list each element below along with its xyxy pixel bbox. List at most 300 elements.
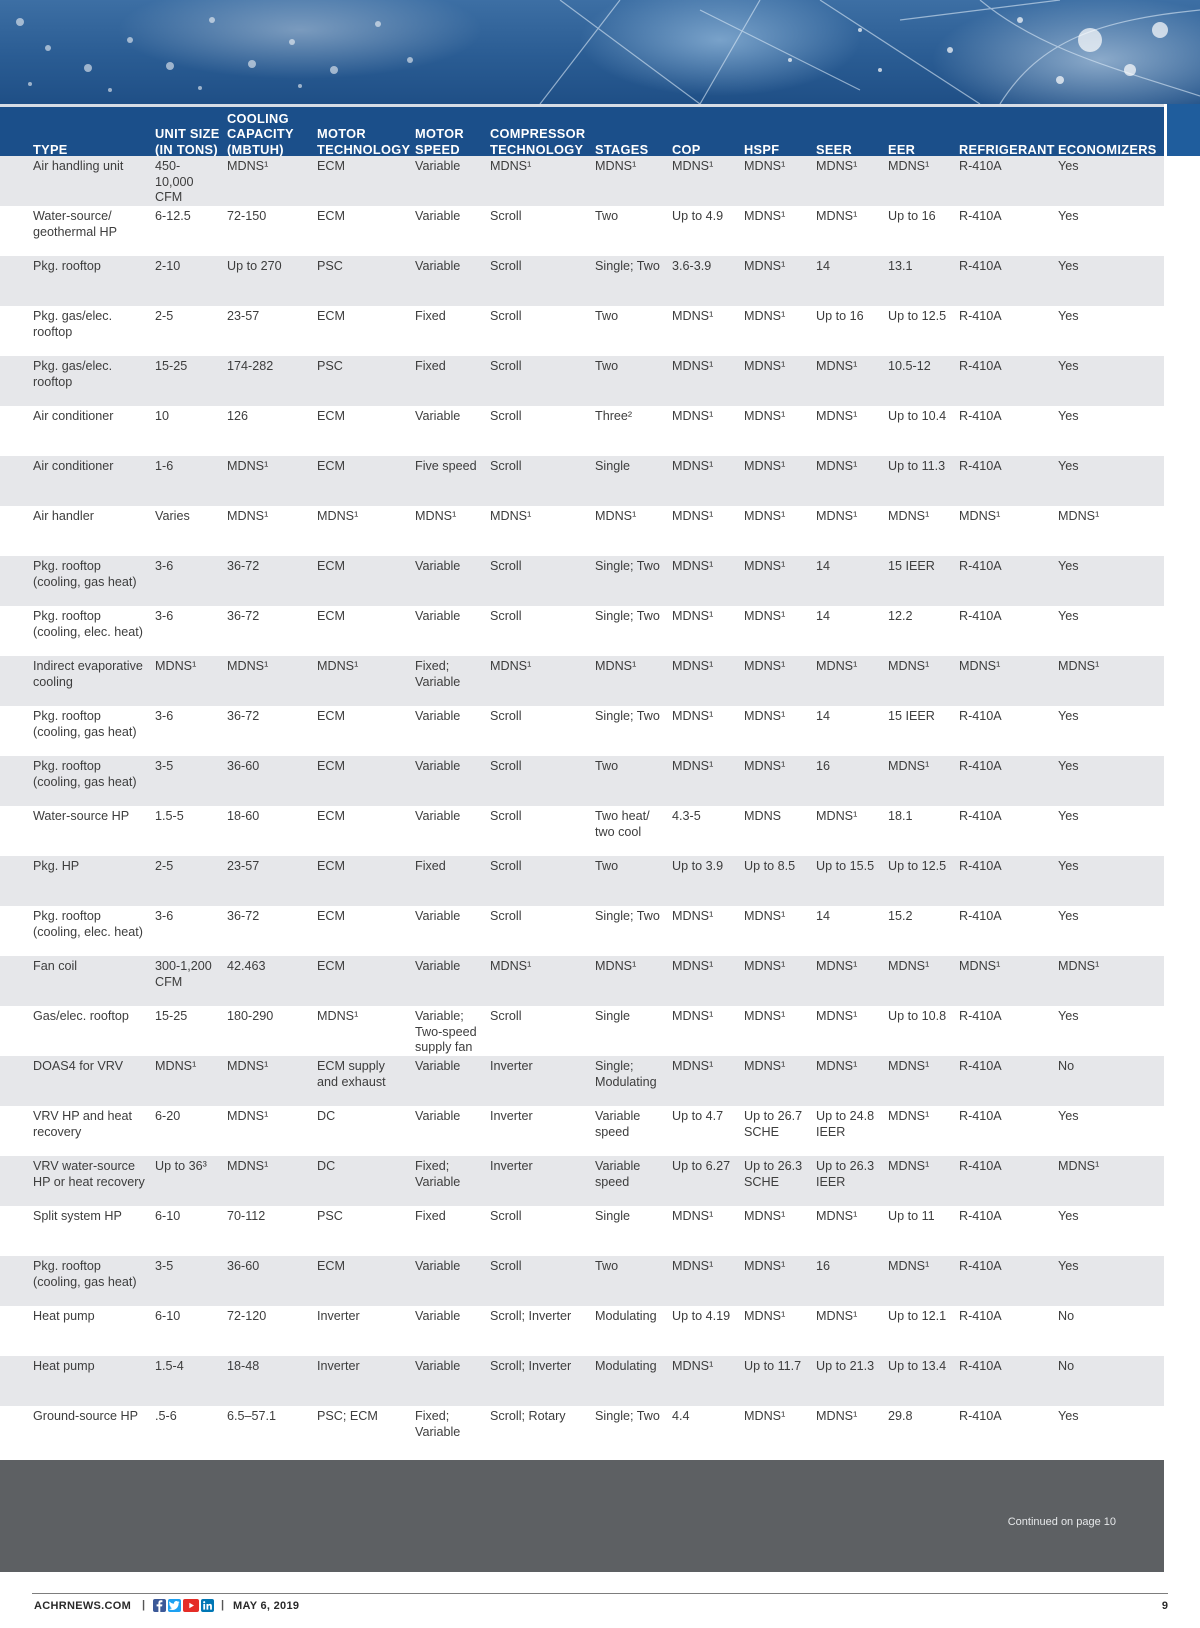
- cell-motor-technology: ECM: [317, 959, 345, 973]
- header-motor-technology: MOTOR TECHNOLOGY: [317, 126, 411, 157]
- cell-motor-speed: Variable: [415, 1059, 461, 1073]
- cell-type: Water-source HP: [33, 809, 130, 823]
- cell-compressor-technology: Scroll: [490, 1209, 522, 1223]
- cell-cop: MDNS¹: [672, 759, 714, 773]
- cell-motor-speed: Fixed: [415, 309, 446, 323]
- cell-hspf: MDNS¹: [744, 359, 786, 373]
- table-row: [0, 956, 1164, 1006]
- cell-motor-speed: Variable: [415, 559, 461, 573]
- cell-economizers: No: [1058, 1359, 1075, 1373]
- cell-refrigerant: R-410A: [959, 159, 1002, 173]
- cell-cooling-capacity: 72-150: [227, 209, 267, 223]
- cell-type: Heat pump: [33, 1309, 95, 1323]
- cell-motor-technology: ECM: [317, 909, 345, 923]
- cell-cooling-capacity: 6.5–57.1: [227, 1409, 277, 1423]
- cell-unit-size: 3-6: [155, 909, 174, 923]
- cell-hspf: MDNS¹: [744, 909, 786, 923]
- cell-stages: Two: [595, 209, 619, 223]
- cell-type: Indirect evaporative cooling: [33, 659, 143, 689]
- cell-stages: Single: [595, 1009, 631, 1023]
- cell-compressor-technology: Inverter: [490, 1159, 533, 1173]
- cell-stages: Single; Two: [595, 709, 660, 723]
- cell-economizers: Yes: [1058, 1209, 1079, 1223]
- cell-stages: Single; Modulating: [595, 1059, 657, 1089]
- cell-type: Split system HP: [33, 1209, 122, 1223]
- cell-stages: Single: [595, 459, 631, 473]
- cell-motor-technology: ECM: [317, 709, 345, 723]
- cell-economizers: No: [1058, 1309, 1075, 1323]
- cell-motor-technology: MDNS¹: [317, 1009, 359, 1023]
- cell-refrigerant: R-410A: [959, 309, 1002, 323]
- cell-cop: 4.4: [672, 1409, 690, 1423]
- table-row: [0, 256, 1164, 306]
- cell-type: Ground-source HP: [33, 1409, 138, 1423]
- cell-cooling-capacity: 126: [227, 409, 249, 423]
- cell-eer: Up to 13.4: [888, 1359, 947, 1373]
- footer-separator: |: [221, 1599, 225, 1611]
- table-row: [0, 656, 1164, 706]
- cell-unit-size: 1-6: [155, 459, 174, 473]
- cell-motor-speed: Variable: [415, 609, 461, 623]
- cell-cop: MDNS¹: [672, 309, 714, 323]
- cell-motor-speed: Five speed: [415, 459, 477, 473]
- cell-type: Air handler: [33, 509, 94, 523]
- cell-economizers: MDNS¹: [1058, 959, 1100, 973]
- cell-hspf: MDNS¹: [744, 459, 786, 473]
- cell-refrigerant: R-410A: [959, 1159, 1002, 1173]
- cell-refrigerant: R-410A: [959, 1259, 1002, 1273]
- cell-unit-size: 3-6: [155, 559, 174, 573]
- cell-cooling-capacity: 36-72: [227, 609, 260, 623]
- cell-hspf: MDNS¹: [744, 1309, 786, 1323]
- cell-compressor-technology: Scroll: [490, 759, 522, 773]
- cell-motor-speed: Variable: [415, 209, 461, 223]
- cell-seer: 14: [816, 709, 831, 723]
- cell-cop: Up to 6.27: [672, 1159, 731, 1173]
- cell-hspf: MDNS¹: [744, 1259, 786, 1273]
- cell-compressor-technology: Scroll: [490, 359, 522, 373]
- cell-motor-speed: Variable: [415, 259, 461, 273]
- cell-eer: MDNS¹: [888, 1159, 930, 1173]
- cell-refrigerant: R-410A: [959, 809, 1002, 823]
- cell-motor-technology: PSC; ECM: [317, 1409, 378, 1423]
- cell-seer: MDNS¹: [816, 459, 858, 473]
- cell-refrigerant: R-410A: [959, 1059, 1002, 1073]
- cell-cooling-capacity: 174-282: [227, 359, 274, 373]
- cell-refrigerant: MDNS¹: [959, 509, 1001, 523]
- cell-compressor-technology: MDNS¹: [490, 509, 532, 523]
- cell-stages: Two: [595, 359, 619, 373]
- table-row: [0, 1406, 1164, 1456]
- cell-stages: MDNS¹: [595, 509, 637, 523]
- cell-cooling-capacity: 42.463: [227, 959, 266, 973]
- cell-stages: Single; Two: [595, 559, 660, 573]
- table-row: [0, 556, 1164, 606]
- cell-hspf: Up to 8.5: [744, 859, 796, 873]
- cell-stages: Single; Two: [595, 909, 660, 923]
- cell-eer: MDNS¹: [888, 1109, 930, 1123]
- footer-date: MAY 6, 2019: [233, 1600, 300, 1612]
- table-row: [0, 456, 1164, 506]
- cell-seer: MDNS¹: [816, 509, 858, 523]
- header-hspf: HSPF: [744, 141, 780, 157]
- cell-seer: MDNS¹: [816, 809, 858, 823]
- cell-eer: 12.2: [888, 609, 913, 623]
- cell-unit-size: 6-20: [155, 1109, 181, 1123]
- cell-eer: 15 IEER: [888, 709, 935, 723]
- cell-unit-size: .5-6: [155, 1409, 177, 1423]
- cell-seer: Up to 21.3: [816, 1359, 875, 1373]
- header-unit-size: UNIT SIZE (IN TONS): [155, 126, 220, 157]
- cell-cop: MDNS¹: [672, 1059, 714, 1073]
- cell-refrigerant: R-410A: [959, 359, 1002, 373]
- cell-stages: Single; Two: [595, 1409, 660, 1423]
- cell-refrigerant: R-410A: [959, 1109, 1002, 1123]
- cell-motor-technology: PSC: [317, 259, 343, 273]
- cell-hspf: MDNS¹: [744, 209, 786, 223]
- cell-economizers: MDNS¹: [1058, 659, 1100, 673]
- cell-economizers: Yes: [1058, 1409, 1079, 1423]
- cell-economizers: Yes: [1058, 159, 1079, 173]
- cell-unit-size: 3-6: [155, 609, 174, 623]
- cell-motor-speed: Variable: [415, 409, 461, 423]
- cell-type: Heat pump: [33, 1359, 95, 1373]
- cell-hspf: MDNS¹: [744, 659, 786, 673]
- table-row: [0, 906, 1164, 956]
- cell-hspf: MDNS¹: [744, 309, 786, 323]
- cell-stages: Variable speed: [595, 1109, 641, 1139]
- cell-seer: Up to 15.5: [816, 859, 875, 873]
- cell-motor-technology: ECM: [317, 609, 345, 623]
- cell-motor-technology: MDNS¹: [317, 659, 359, 673]
- cell-seer: 14: [816, 609, 831, 623]
- header-banner-image: [0, 0, 1200, 104]
- cell-hspf: MDNS¹: [744, 559, 786, 573]
- cell-compressor-technology: Scroll: [490, 809, 522, 823]
- header-eer: EER: [888, 141, 916, 157]
- footer-site-name: ACHRNEWS.COM: [34, 1600, 132, 1612]
- cell-eer: 15.2: [888, 909, 913, 923]
- cell-motor-technology: DC: [317, 1159, 336, 1173]
- linkedin-icon[interactable]: [201, 1599, 214, 1612]
- table-header-row: [0, 104, 1164, 159]
- cell-motor-technology: PSC: [317, 1209, 343, 1223]
- cell-eer: MDNS¹: [888, 159, 930, 173]
- cell-stages: Two: [595, 1259, 619, 1273]
- cell-type: Water-source/ geothermal HP: [33, 209, 117, 239]
- cell-cooling-capacity: MDNS¹: [227, 1109, 269, 1123]
- cell-type: Pkg. rooftop (cooling, gas heat): [33, 759, 137, 789]
- cell-type: VRV HP and heat recovery: [33, 1109, 132, 1139]
- cell-type: Pkg. gas/elec. rooftop: [33, 309, 113, 339]
- cell-unit-size: 1.5-5: [155, 809, 184, 823]
- cell-type: Pkg. rooftop: [33, 259, 101, 273]
- cell-stages: MDNS¹: [595, 659, 637, 673]
- cell-motor-speed: Variable: [415, 1309, 461, 1323]
- cell-hspf: MDNS¹: [744, 509, 786, 523]
- cell-economizers: Yes: [1058, 259, 1079, 273]
- cell-type: Gas/elec. rooftop: [33, 1009, 129, 1023]
- cell-type: Pkg. rooftop (cooling, gas heat): [33, 559, 137, 589]
- cell-unit-size: Up to 36³: [155, 1159, 207, 1173]
- cell-hspf: MDNS¹: [744, 709, 786, 723]
- table-row: [0, 806, 1164, 856]
- cell-hspf: MDNS¹: [744, 1059, 786, 1073]
- cell-motor-speed: Variable: [415, 759, 461, 773]
- cell-motor-speed: Fixed: [415, 359, 446, 373]
- cell-eer: MDNS¹: [888, 659, 930, 673]
- cell-cooling-capacity: Up to 270: [227, 259, 282, 273]
- cell-cop: MDNS¹: [672, 159, 714, 173]
- cell-refrigerant: R-410A: [959, 1359, 1002, 1373]
- cell-type: DOAS4 for VRV: [33, 1059, 124, 1073]
- cell-stages: Single: [595, 1209, 631, 1223]
- cell-eer: Up to 12.5: [888, 309, 947, 323]
- cell-seer: 16: [816, 1259, 831, 1273]
- table-row: [0, 1306, 1164, 1356]
- cell-cooling-capacity: MDNS¹: [227, 659, 269, 673]
- cell-seer: MDNS¹: [816, 209, 858, 223]
- cell-hspf: MDNS¹: [744, 1009, 786, 1023]
- cell-compressor-technology: Inverter: [490, 1109, 533, 1123]
- cell-economizers: MDNS¹: [1058, 509, 1100, 523]
- cell-cooling-capacity: 18-48: [227, 1359, 260, 1373]
- cell-compressor-technology: Scroll: [490, 859, 522, 873]
- continued-panel: [0, 1460, 1164, 1572]
- cell-unit-size: 1.5-4: [155, 1359, 184, 1373]
- cell-motor-speed: Variable: [415, 159, 461, 173]
- cell-refrigerant: R-410A: [959, 209, 1002, 223]
- cell-economizers: Yes: [1058, 309, 1079, 323]
- cell-motor-technology: ECM: [317, 759, 345, 773]
- table-row: [0, 506, 1164, 556]
- cell-motor-speed: Variable; Two-speed supply fan: [415, 1009, 477, 1055]
- cell-hspf: MDNS¹: [744, 609, 786, 623]
- cell-compressor-technology: Scroll; Inverter: [490, 1309, 572, 1323]
- cell-refrigerant: R-410A: [959, 759, 1002, 773]
- cell-cooling-capacity: MDNS¹: [227, 159, 269, 173]
- cell-compressor-technology: Scroll: [490, 259, 522, 273]
- cell-cop: MDNS¹: [672, 909, 714, 923]
- header-refrigerant: REFRIGERANT: [959, 141, 1055, 157]
- cell-unit-size: 15-25: [155, 1009, 188, 1023]
- cell-seer: MDNS¹: [816, 959, 858, 973]
- cell-type: Pkg. rooftop (cooling, elec. heat): [33, 909, 143, 939]
- cell-refrigerant: R-410A: [959, 1409, 1002, 1423]
- cell-stages: Single; Two: [595, 609, 660, 623]
- cell-stages: Two: [595, 759, 619, 773]
- cell-cop: MDNS¹: [672, 709, 714, 723]
- cell-eer: 18.1: [888, 809, 913, 823]
- cell-seer: 16: [816, 759, 831, 773]
- cell-motor-technology: ECM supply and exhaust: [317, 1059, 386, 1089]
- cell-economizers: Yes: [1058, 859, 1079, 873]
- cell-compressor-technology: Scroll: [490, 209, 522, 223]
- cell-hspf: Up to 11.7: [744, 1359, 802, 1373]
- cell-type: Pkg. HP: [33, 859, 80, 873]
- cell-refrigerant: R-410A: [959, 559, 1002, 573]
- cell-cooling-capacity: 36-60: [227, 1259, 260, 1273]
- cell-seer: 14: [816, 909, 831, 923]
- cell-eer: Up to 12.5: [888, 859, 947, 873]
- cell-hspf: MDNS¹: [744, 759, 786, 773]
- cell-cooling-capacity: 36-60: [227, 759, 260, 773]
- cell-seer: MDNS¹: [816, 409, 858, 423]
- cell-eer: Up to 16: [888, 209, 936, 223]
- cell-unit-size: 10: [155, 409, 170, 423]
- cell-cop: MDNS¹: [672, 659, 714, 673]
- cell-refrigerant: R-410A: [959, 609, 1002, 623]
- cell-unit-size: 2-5: [155, 859, 174, 873]
- cell-motor-technology: ECM: [317, 209, 345, 223]
- cell-cop: MDNS¹: [672, 1259, 714, 1273]
- cell-unit-size: 6-10: [155, 1209, 181, 1223]
- cell-seer: MDNS¹: [816, 659, 858, 673]
- cell-motor-technology: ECM: [317, 309, 345, 323]
- cell-refrigerant: R-410A: [959, 409, 1002, 423]
- cell-type: Pkg. rooftop (cooling, elec. heat): [33, 609, 143, 639]
- cell-cooling-capacity: 23-57: [227, 309, 260, 323]
- cell-motor-technology: ECM: [317, 809, 345, 823]
- table-row: [0, 856, 1164, 906]
- cell-compressor-technology: Scroll; Inverter: [490, 1359, 572, 1373]
- cell-stages: Modulating: [595, 1309, 657, 1323]
- cell-motor-technology: ECM: [317, 409, 345, 423]
- cell-unit-size: 15-25: [155, 359, 188, 373]
- cell-unit-size: 300-1,200 CFM: [155, 959, 212, 989]
- cell-cooling-capacity: 72-120: [227, 1309, 267, 1323]
- cell-compressor-technology: Scroll; Rotary: [490, 1409, 566, 1423]
- cell-motor-technology: Inverter: [317, 1309, 360, 1323]
- cell-unit-size: 3-5: [155, 759, 174, 773]
- table-row: [0, 756, 1164, 806]
- twitter-icon[interactable]: [168, 1599, 181, 1612]
- cell-hspf: Up to 26.3 SCHE: [744, 1159, 803, 1189]
- cell-eer: MDNS¹: [888, 959, 930, 973]
- cell-eer: 10.5-12: [888, 359, 931, 373]
- table-row: [0, 1006, 1164, 1056]
- cell-cooling-capacity: 36-72: [227, 909, 260, 923]
- cell-hspf: MDNS¹: [744, 409, 786, 423]
- cell-compressor-technology: Scroll: [490, 559, 522, 573]
- cell-cooling-capacity: MDNS¹: [227, 1059, 269, 1073]
- cell-hspf: MDNS¹: [744, 159, 786, 173]
- cell-cooling-capacity: 36-72: [227, 559, 260, 573]
- cell-type: Air conditioner: [33, 459, 114, 473]
- table-row: [0, 356, 1164, 406]
- cell-hspf: Up to 26.7 SCHE: [744, 1109, 803, 1139]
- header-accent-bar: [1164, 104, 1200, 156]
- cell-compressor-technology: Inverter: [490, 1059, 533, 1073]
- cell-economizers: Yes: [1058, 809, 1079, 823]
- cell-cooling-capacity: 23-57: [227, 859, 260, 873]
- cell-unit-size: 6-12.5: [155, 209, 191, 223]
- cell-motor-speed: Fixed: [415, 1209, 446, 1223]
- table-row: [0, 1156, 1164, 1206]
- cell-unit-size: 3-6: [155, 709, 174, 723]
- cell-motor-technology: ECM: [317, 1259, 345, 1273]
- cell-cooling-capacity: 180-290: [227, 1009, 274, 1023]
- cell-eer: MDNS¹: [888, 759, 930, 773]
- table-row: [0, 306, 1164, 356]
- cell-economizers: Yes: [1058, 209, 1079, 223]
- cell-refrigerant: R-410A: [959, 709, 1002, 723]
- table-row: [0, 206, 1164, 256]
- cell-seer: MDNS¹: [816, 1059, 858, 1073]
- cell-eer: 15 IEER: [888, 559, 935, 573]
- table-row: [0, 1106, 1164, 1156]
- cell-motor-speed: Fixed: [415, 859, 446, 873]
- cell-motor-technology: ECM: [317, 859, 345, 873]
- cell-hspf: MDNS: [744, 809, 782, 823]
- cell-cop: MDNS¹: [672, 609, 714, 623]
- cell-unit-size: 450- 10,000 CFM: [155, 159, 194, 205]
- cell-refrigerant: MDNS¹: [959, 659, 1001, 673]
- cell-seer: MDNS¹: [816, 1309, 858, 1323]
- cell-unit-size: 3-5: [155, 1259, 174, 1273]
- cell-motor-speed: MDNS¹: [415, 509, 457, 523]
- footer-separator: |: [142, 1599, 146, 1611]
- page-number: 9: [1161, 1600, 1168, 1612]
- cell-eer: Up to 11: [888, 1209, 935, 1223]
- cell-compressor-technology: Scroll: [490, 909, 522, 923]
- youtube-icon[interactable]: [183, 1599, 199, 1612]
- cell-stages: Single; Two: [595, 259, 660, 273]
- cell-cop: Up to 4.9: [672, 209, 724, 223]
- cell-motor-speed: Fixed; Variable: [415, 1159, 461, 1189]
- cell-cooling-capacity: MDNS¹: [227, 509, 269, 523]
- cell-type: Fan coil: [33, 959, 78, 973]
- cell-cop: MDNS¹: [672, 509, 714, 523]
- cell-cop: Up to 4.19: [672, 1309, 731, 1323]
- header-type: TYPE: [33, 141, 68, 157]
- cell-cop: MDNS¹: [672, 1009, 714, 1023]
- cell-compressor-technology: MDNS¹: [490, 659, 532, 673]
- table-row: [0, 156, 1164, 206]
- cell-motor-speed: Fixed; Variable: [415, 1409, 461, 1439]
- cell-compressor-technology: Scroll: [490, 609, 522, 623]
- cell-stages: Modulating: [595, 1359, 657, 1373]
- cell-type: Pkg. rooftop (cooling, gas heat): [33, 709, 137, 739]
- cell-type: Air conditioner: [33, 409, 114, 423]
- cell-eer: 29.8: [888, 1409, 913, 1423]
- cell-cop: MDNS¹: [672, 1209, 714, 1223]
- facebook-icon[interactable]: [153, 1599, 166, 1612]
- cell-seer: MDNS¹: [816, 1009, 858, 1023]
- cell-seer: Up to 26.3 IEER: [816, 1159, 875, 1189]
- header-seer: SEER: [816, 141, 853, 157]
- cell-motor-technology: DC: [317, 1109, 336, 1123]
- table-row: [0, 1256, 1164, 1306]
- cell-hspf: MDNS¹: [744, 1209, 786, 1223]
- cell-stages: MDNS¹: [595, 959, 637, 973]
- cell-type: Pkg. gas/elec. rooftop: [33, 359, 113, 389]
- cell-hspf: MDNS¹: [744, 959, 786, 973]
- cell-seer: Up to 16: [816, 309, 864, 323]
- cell-compressor-technology: Scroll: [490, 409, 522, 423]
- cell-economizers: Yes: [1058, 909, 1079, 923]
- cell-economizers: Yes: [1058, 409, 1079, 423]
- cell-unit-size: 2-5: [155, 309, 174, 323]
- cell-cooling-capacity: MDNS¹: [227, 459, 269, 473]
- cell-economizers: Yes: [1058, 1009, 1079, 1023]
- cell-hspf: MDNS¹: [744, 259, 786, 273]
- cell-cop: Up to 4.7: [672, 1109, 724, 1123]
- footer-divider: [32, 1593, 1168, 1594]
- cell-refrigerant: R-410A: [959, 459, 1002, 473]
- table-row: [0, 1356, 1164, 1406]
- cell-motor-speed: Variable: [415, 1259, 461, 1273]
